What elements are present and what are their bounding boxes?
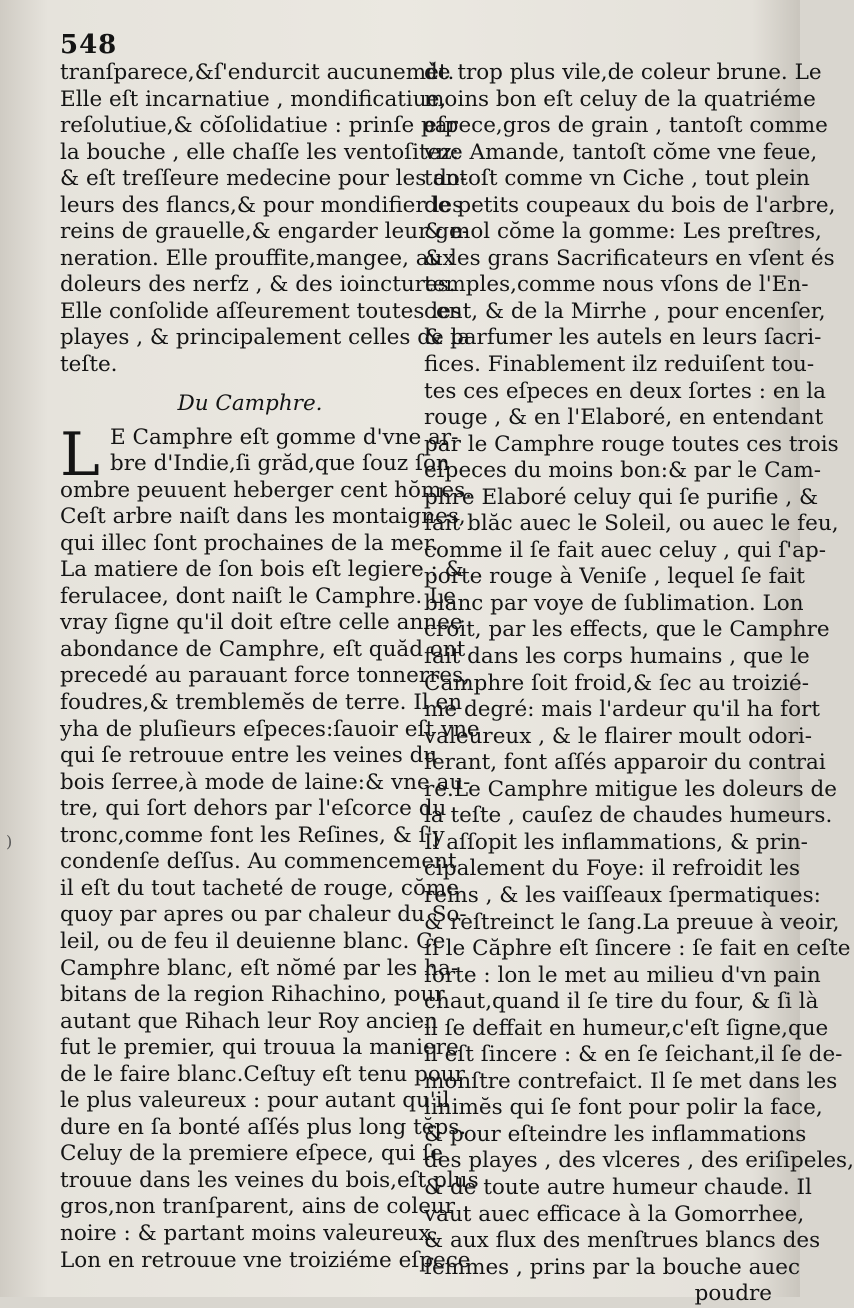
text-line: fait dans les corps humains , que le <box>424 644 810 670</box>
text-line: teſte. <box>60 352 118 378</box>
catchword: poudre <box>694 1281 772 1307</box>
text-line: fices. Finablement ilz reduiſent tou- <box>424 352 815 378</box>
text-line: quoy par apres ou par chaleur du So- <box>60 902 467 928</box>
text-line: Il aſſopit les inflammations, & prin- <box>424 829 808 855</box>
text-line: Camphre ſoit froid,& ſec au troizié- <box>424 670 809 696</box>
text-line: Lon en retrouue vne troiziéme eſpece <box>60 1247 471 1273</box>
text-line: la bouche , elle chaſſe les ventoſitez: <box>60 139 459 165</box>
text-line: blanc par voye de ſublimation. Lon <box>424 590 804 616</box>
text-line: monſtre contrefaict. Il ſe met dans les <box>424 1068 838 1094</box>
text-line: qui ſe retrouue entre les veines du <box>60 743 438 769</box>
text-line: la teſte , cauſez de chaudes humeurs. <box>424 803 833 829</box>
drop-cap-paragraph <box>60 419 459 490</box>
text-line: valeureux , & le flairer moult odori- <box>424 723 813 749</box>
text-line: linimĕs qui ſe font pour polir la face, <box>424 1095 823 1121</box>
text-line: abondance de Camphre, eſt quăd ont <box>60 636 466 662</box>
text-line: femmes , prins par la bouche auec <box>424 1254 800 1280</box>
text-line: vne Amande, tantoſt cŏme vne feue, <box>424 139 818 165</box>
text-line: autant que Rihach leur Roy ancien <box>60 1008 438 1034</box>
text-line: rouge , & en l'Elaboré, en entendant <box>424 405 824 431</box>
text-line: cipalement du Foye: il refroidit les <box>424 856 800 882</box>
text-line: reins , & les vaiſſeaux ſpermatiques: <box>424 882 821 908</box>
text-line: de le faire blanc.Ceſtuy eſt tenu pour <box>60 1061 465 1087</box>
text-line: & parfumer les autels en leurs ſacri- <box>424 325 822 351</box>
text-line: par le Camphre rouge toutes ces trois <box>424 431 839 457</box>
drop-cap-lines <box>60 424 459 478</box>
text-line: tantoſt comme vn Ciche , tout plein <box>424 166 810 192</box>
text-line: ſorte : lon le met au milieu d'vn pain <box>424 962 821 988</box>
text-line: dure en ſa bonté aſſés plus long tĕps. <box>60 1114 467 1140</box>
text-line: bitans de la region Rihachino, pour <box>60 982 445 1008</box>
text-line: comme il ſe fait auec celuy , qui ſ'ap- <box>424 537 826 563</box>
text-line: bre d'Indie,ſi grăd,que ſouz ſon <box>110 451 450 477</box>
text-line: re.Le Camphre mitigue les doleurs de <box>424 776 837 802</box>
text-line: me degré: mais l'ardeur qu'il ha fort <box>424 697 820 723</box>
text-line: E Camphre eſt gomme d'vne ar- <box>110 424 459 450</box>
text-line: Elle eſt incarnatiue , mondificatiue, <box>60 86 447 112</box>
text-line: & eſt treſſeure medecine pour les do- <box>60 166 468 192</box>
text-line: il ſe deffait en humeur,c'eſt ſigne,que <box>424 1015 829 1041</box>
text-line: il eſt ſincere : & en ſe ſeichant,il ſe de- <box>424 1042 843 1068</box>
text-line: eſpeces du moins bon:& par le Cam- <box>424 458 821 484</box>
text-line: vray ſigne qu'il doit eſtre celle annee <box>60 610 463 636</box>
text-line: bois ſerree,à mode de laine:& vne au- <box>60 769 471 795</box>
text-line: precedé au parauant force tonnerres, <box>60 663 470 689</box>
text-line: ferulacee, dont naiſt le Camphre. Le <box>60 583 457 609</box>
text-line: fait blăc auec le Soleil, ou auec le feu, <box>424 511 839 537</box>
right-column <box>424 60 854 1308</box>
text-line: cent, & de la Mirrhe , pour encenſer, <box>424 298 826 324</box>
text-line: ombre peuuent heberger cent hŏmes. <box>60 477 472 503</box>
text-line: tes ces eſpeces en deux ſortes : en la <box>424 378 826 404</box>
right-column-body <box>424 60 854 1281</box>
text-line: condenſe deſſus. Au commencement <box>60 849 457 875</box>
text-line: & pour eſteindre les inflammations <box>424 1121 807 1147</box>
text-line: Ceſt arbre naiſt dans les montaignes, <box>60 504 466 530</box>
text-line: chaut,quand il ſe tire du four, & ſi là <box>424 989 819 1015</box>
text-line: des playes , des vlceres , des eriſipeles, <box>424 1148 854 1174</box>
section-heading: Du Camphre. <box>177 390 323 416</box>
text-line: ferant, font aſſés apparoir du contrai <box>424 750 826 776</box>
page-number: 548 <box>60 30 118 60</box>
text-line: & de toute autre humeur chaude. Il <box>424 1174 812 1200</box>
text-line: leil, ou de feu il deuienne blanc. Ce <box>60 928 446 954</box>
text-line: & mol cŏme la gomme: Les preſtres, <box>424 219 822 245</box>
text-line: tronc,comme font les Reſines, & ſ'y <box>60 822 445 848</box>
text-line: playes , & principalement celles de la <box>60 325 471 351</box>
text-line: le plus valeureux : pour autant qu'il <box>60 1088 450 1114</box>
text-line: il eſt du tout tacheté de rouge, cŏme <box>60 875 459 901</box>
left-column-top-text <box>60 60 471 379</box>
text-line: de petits coupeaux du bois de l'arbre, <box>424 192 836 218</box>
text-line: de trop plus vile,de coleur brune. Le <box>424 60 822 85</box>
text-line: moins bon eſt celuy de la quatriéme <box>424 86 816 112</box>
text-line: Elle conſolide aſſeurement toutes les <box>60 298 462 324</box>
text-line: foudres,& tremblemĕs de terre. Il en <box>60 690 463 716</box>
text-line: doleurs des nerfz , & des ioinctures. <box>60 272 456 298</box>
text-line: neration. Elle prouffite,mangee, aux <box>60 245 455 271</box>
text-line: La matiere de ſon bois eſt legiere : & <box>60 557 464 583</box>
text-line: tranſparece,&ſ'endurcit aucunemět. <box>60 60 455 85</box>
text-line: vaut auec efficace à la Gomorrhee, <box>424 1201 805 1227</box>
text-line: Celuy de la premiere eſpece, qui ſe <box>60 1141 443 1167</box>
text-line: yha de pluſieurs eſpeces:ſauoir eſt vne <box>60 716 480 742</box>
text-line: leurs des flancs,& pour mondifier les <box>60 192 464 218</box>
text-line: Camphre blanc, eſt nŏmé par les ha- <box>60 955 459 981</box>
text-line: ſi le Căphre eſt ſincere : ſe fait en ceſte <box>424 936 851 962</box>
text-line: porte rouge à Veniſe , lequel ſe fait <box>424 564 805 590</box>
text-line: & aux flux des menſtrues blancs des <box>424 1228 821 1254</box>
text-line: reſolutiue,& cŏſolidatiue : prinſe par <box>60 113 458 139</box>
text-line: phre Elaboré celuy qui ſe purifie , & <box>424 484 819 510</box>
text-line: temples,comme nous vſons de l'En- <box>424 272 809 298</box>
text-line: & reſtreinct le ſang.La preuue à veoir, <box>424 909 840 935</box>
text-line: & les grans Sacrificateurs en vſent és <box>424 245 835 271</box>
text-line: eſpece,gros de grain , tantoſt comme <box>424 113 828 139</box>
text-line: gros,non tranſparent, ains de coleur <box>60 1194 456 1220</box>
left-column <box>60 60 480 1274</box>
text-line: qui illec ſont prochaines de la mer. <box>60 530 439 556</box>
left-column-body <box>60 477 480 1274</box>
text-line: tre, qui ſort dehors par l'eſcorce du <box>60 796 447 822</box>
margin-mark: ) <box>6 832 13 851</box>
text-line: trouue dans les veines du bois,eſt plus <box>60 1167 479 1193</box>
text-line: reins de grauelle,& engarder leur ge- <box>60 219 469 245</box>
text-line: fut le premier, qui trouua la maniere <box>60 1035 459 1061</box>
drop-cap: L <box>60 419 100 490</box>
text-line: noire : & partant moins valeureux. <box>60 1220 438 1246</box>
text-line: croit, par les effects, que le Camphre <box>424 617 830 643</box>
